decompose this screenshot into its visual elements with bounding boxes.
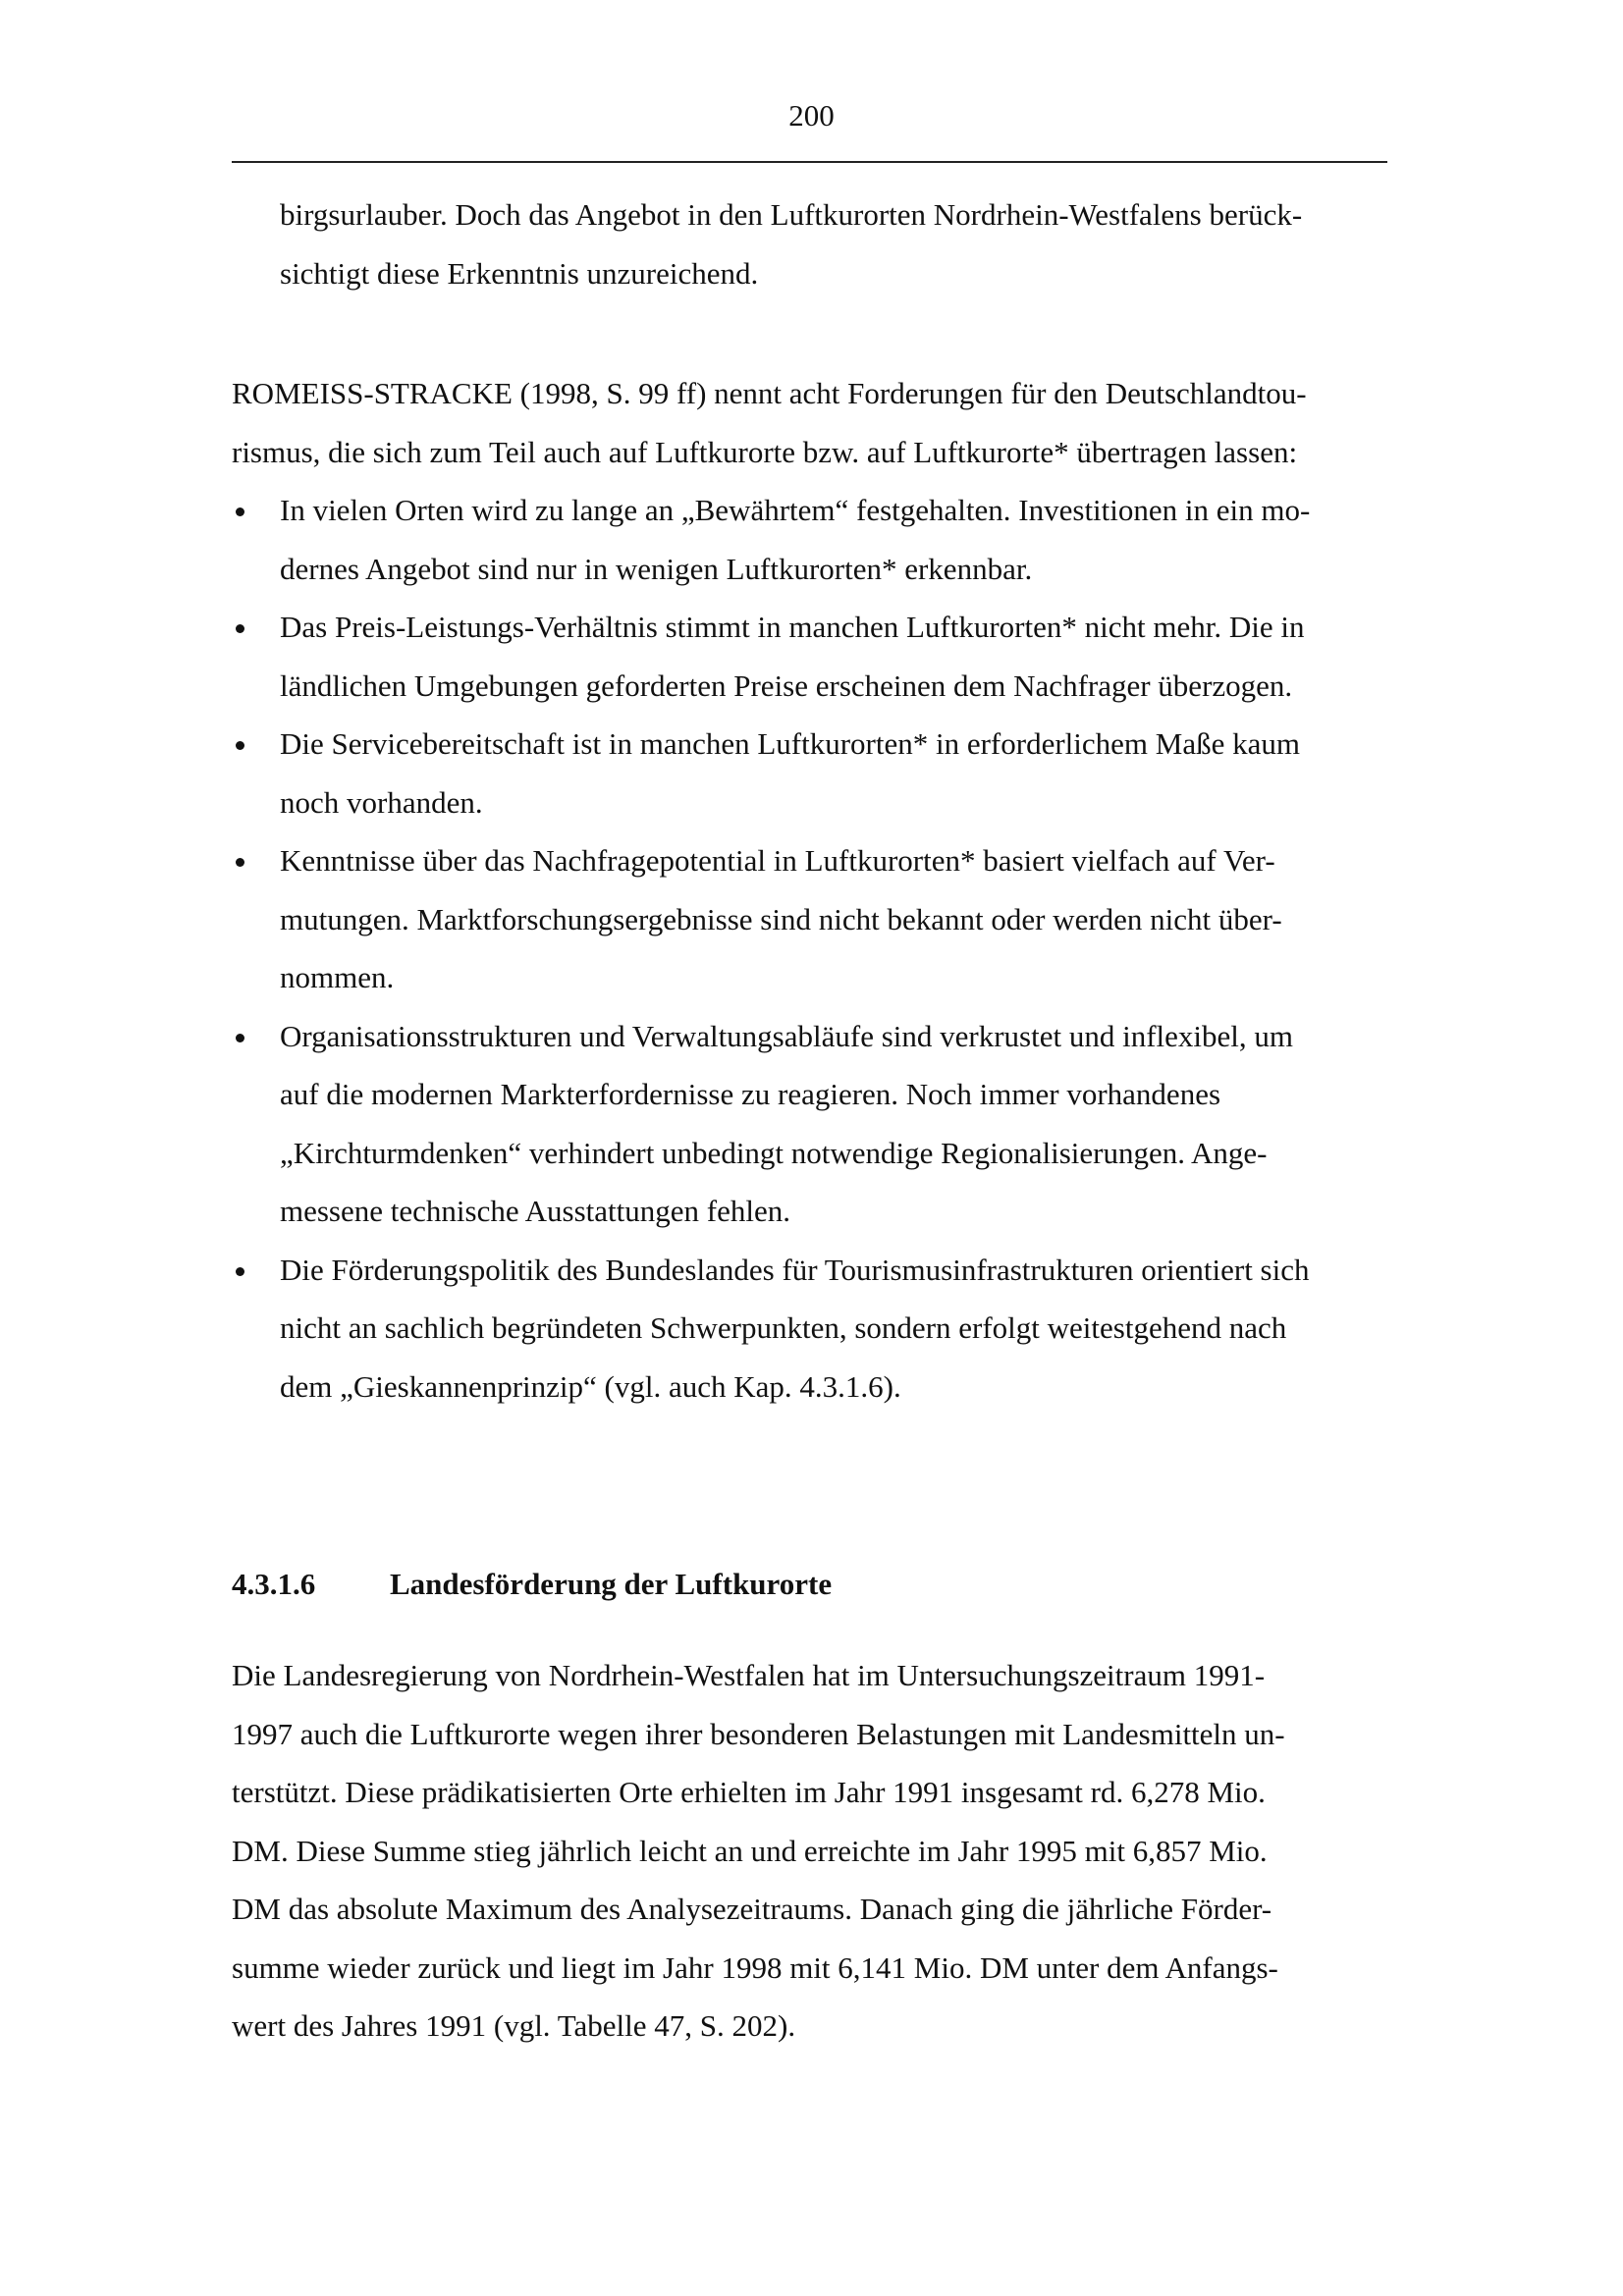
continuation-line-1: birgsurlauber. Doch das Angebot in den Luftkurorten Nordrhein-Westfalens berück- [280,197,1303,232]
bullet-3-line-2: noch vorhanden. [280,784,483,820]
bullet-item-1 [232,481,1400,598]
bullet-4-line-2: mutungen. Marktforschungsergebnisse sind nicht bekannt oder werden nicht über- [280,901,1282,936]
section-title: Landesförderung der Luftkurorte [390,1567,833,1601]
bullet-3-line-1: Die Servicebereitschaft ist in manchen Luftkurorten* in erforderlichem Maße kaum [280,726,1300,761]
bullet-5-line-1: Organisationsstrukturen und Verwaltungsabläufe sind verkrustet und inflexibel, um [280,1018,1293,1053]
bullet-4-line-1: Kenntnisse über das Nachfragepotential in Luftkurorten* basiert vielfach auf Ver- [280,843,1275,878]
section-heading [232,1563,832,1606]
bullet-item-4 [232,831,1400,1007]
intro-line-1: ROMEISS-STRACKE (1998, S. 99 ff) nennt acht Forderungen für den Deutschlandtou- [232,376,1307,410]
bullet-icon [232,1241,271,1300]
bullet-icon [232,715,271,774]
section-line-1: Die Landesregierung von Nordrhein-Westfalen hat im Untersuchungszeitraum 1991- [232,1658,1266,1692]
bullet-item-5 [232,1007,1400,1241]
bullet-5-line-2: auf die modernen Markterfordernisse zu reagieren. Noch immer vorhandenes [280,1077,1221,1111]
bullet-6-line-2: nicht an sachlich begründeten Schwerpunkten, sondern erfolgt weitestgehend nach [280,1310,1287,1345]
continuation-paragraph [232,186,1400,302]
section-number: 4.3.1.6 [232,1567,316,1601]
bullet-item-3 [232,715,1400,831]
bullet-2-line-2: ländlichen Umgebungen geforderten Preise erscheinen dem Nachfrager überzogen. [280,667,1293,703]
section-line-5: DM das absolute Maximum des Analysezeitraums. Danach ging die jährliche Förder- [232,1892,1272,1926]
forderungen-section [232,364,1400,1415]
section-line-7: wert des Jahres 1991 (vgl. Tabelle 47, S. 202). [232,2008,796,2043]
bullet-4-line-3: nommen. [280,960,395,994]
bullet-6-line-3: dem „Gieskannenprinzip“ (vgl. auch Kap. 4.3.1.6). [280,1368,901,1404]
section-line-4: DM. Diese Summe stieg jährlich leicht an und erreichte im Jahr 1995 mit 6,857 Mio. [232,1833,1268,1868]
bullet-icon [232,598,271,657]
section-line-6: summe wieder zurück und liegt im Jahr 1998 mit 6,141 Mio. DM unter dem Anfangs- [232,1949,1278,1985]
section-line-2: 1997 auch die Luftkurorte wegen ihrer besonderen Belastungen mit Landesmitteln un- [232,1716,1285,1751]
section-line-3: terstützt. Diese prädikatisierten Orte erhielten im Jahr 1991 insgesamt rd. 6,278 Mio. [232,1775,1266,1809]
continuation-line-2: sichtigt diese Erkenntnis unzureichend. [280,255,759,291]
bullet-item-6 [232,1241,1400,1416]
bullet-5-line-3: „Kirchturmdenken“ verhindert unbedingt notwendige Regionalisierungen. Ange- [280,1135,1268,1170]
bullet-1-line-1: In vielen Orten wird zu lange an „Bewährtem“ festgehalten. Investitionen in ein mo- [280,493,1311,527]
bullet-icon [232,831,271,890]
section-paragraph [232,1646,1400,2056]
page-number: 200 [788,98,835,133]
bullet-item-2 [232,598,1400,715]
bullet-2-line-1: Das Preis-Leistungs-Verhältnis stimmt in manchen Luftkurorten* nicht mehr. Die in [280,610,1305,644]
bullet-1-line-2: dernes Angebot sind nur in wenigen Luftkurorten* erkennbar. [280,551,1033,586]
header-rule [232,161,1387,163]
bullet-icon [232,1007,271,1066]
bullet-5-line-4: messene technische Ausstattungen fehlen. [280,1194,790,1228]
bullet-6-line-1: Die Förderungspolitik des Bundeslandes für Tourismusinfrastrukturen orientiert sich [280,1252,1310,1287]
intro-line-2: rismus, die sich zum Teil auch auf Luftkurorte bzw. auf Luftkurorte* übertragen lassen: [232,434,1298,469]
bullet-icon [232,481,271,540]
